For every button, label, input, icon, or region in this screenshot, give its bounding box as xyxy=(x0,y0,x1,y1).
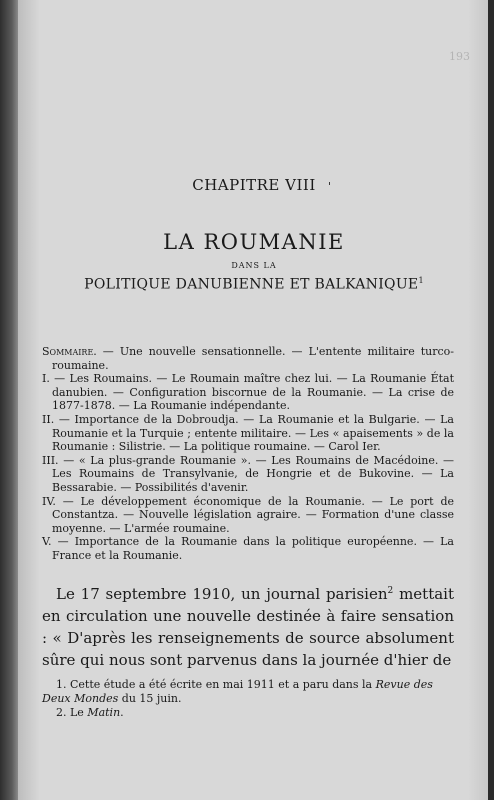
book-edge-shadow xyxy=(488,0,494,800)
summary-item: IV. — Le développement économique de la Roumanie. — Le port de Constantza. — Nouvelle législation agraire. — Formation d'une classe moyenne. — L'armée roumaine. xyxy=(42,494,454,535)
summary-intro xyxy=(42,345,454,372)
footnote-ref-2: 2 xyxy=(387,586,394,596)
footnote-journal: Matin xyxy=(87,706,121,719)
book-gutter-shadow xyxy=(0,0,20,800)
footnotes xyxy=(42,678,454,720)
summary-item: II. — Importance de la Dobroudja. — La Roumanie et la Bulgarie. — La Roumanie et la Turquie ; entente militaire. — Les « apaisements » de la Roumanie : Silistrie. — La politique roumaine. — Carol Ier. xyxy=(42,412,454,454)
body-paragraph-text xyxy=(42,580,454,671)
summary-item: III. — « La plus-grande Roumanie ». — Les Roumains de Macédoine. — Les Roumains de Transylvanie, de Hongrie et de Bukovine. — La Bessarabie. — Possibilités d'avenir. xyxy=(42,453,454,494)
footnote-ref-1: 1 xyxy=(418,276,424,285)
body-paragraph xyxy=(42,580,454,671)
footnote-text: 2. Le xyxy=(56,706,88,719)
chapter-title: LA ROUMANIE xyxy=(163,230,345,254)
chapter-subtitle xyxy=(18,276,490,293)
footnote-1 xyxy=(42,678,454,706)
chapter-summary xyxy=(42,345,454,563)
summary-item: I. — Les Roumains. — Le Roumain maître chez lui. — La Roumanie État danubien. — Configuration biscornue de la Roumanie. — La crise de 1877-1878. — La Roumanie indépendante. xyxy=(42,372,454,413)
body-text-part: mettait en circulation une nouvelle destinée à faire sensation : « D'après les renseignements de source absolument sûre qui nous sont parvenus dans la journée d'hier de xyxy=(42,585,454,669)
print-mark: ' xyxy=(328,180,332,193)
chapter-subtitle-text: POLITIQUE DANUBIENNE ET BALKANIQUE xyxy=(84,276,419,293)
page-number: 193 xyxy=(449,50,470,63)
chapter-heading: CHAPITRE VIII xyxy=(192,176,316,194)
body-text-part: Le 17 septembre 1910, un journal parisien xyxy=(56,585,388,603)
summary-item: — Une nouvelle sensationnelle. — L'entente militaire turco-roumaine. xyxy=(52,345,454,372)
summary-item: V. — Importance de la Roumanie dans la politique européenne. — La France et la Roumanie. xyxy=(42,535,454,562)
book-page xyxy=(18,0,490,800)
footnote-2 xyxy=(42,706,454,720)
chapter-subtitle-connector: DANS LA xyxy=(231,261,277,270)
footnote-text: . xyxy=(120,706,124,719)
footnote-text: du 15 juin. xyxy=(118,692,182,705)
summary-label: Sommaire. xyxy=(42,345,97,358)
footnote-text: 1. Cette étude a été écrite en mai 1911 et a paru dans la xyxy=(56,678,376,691)
footnote-journal: Revue des Deux Mondes xyxy=(42,678,433,705)
